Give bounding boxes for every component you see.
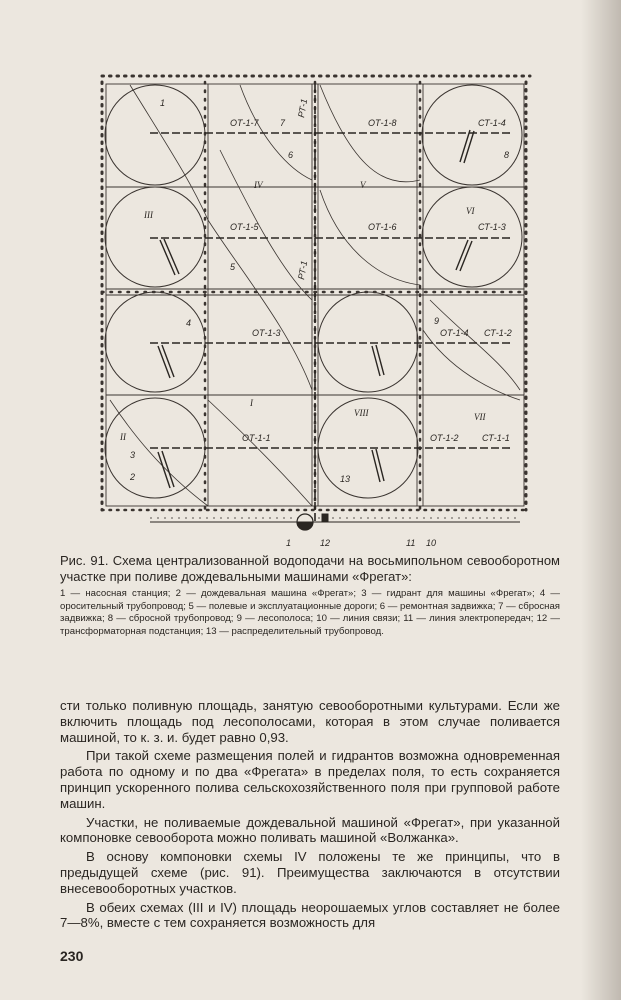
- num-12: 12: [320, 538, 331, 548]
- num-8: 8: [504, 150, 510, 160]
- power-line: [150, 514, 520, 530]
- legend-numbers: [129, 98, 509, 548]
- paragraph-2: При такой схеме размещения полей и гидрантов возможна одновременная работа по одному и по два «Фрегата» в пределах поля, то есть сохраняется принцип ускоренного полива сельскохозяйственного поля при групповой работе машин.: [60, 748, 560, 811]
- num-4: 4: [186, 318, 192, 328]
- label-ot-1-5: ОТ-1-5: [230, 222, 259, 232]
- field-iv: IV: [254, 180, 263, 190]
- paragraph-1: сти только поливную площадь, занятую севооборотными культурами. Если же включить площадь под лесополосами, которая в этом случае поливается машиной, то к. з. и. будет равно 0,93.: [60, 698, 560, 745]
- label-ot-1-3: ОТ-1-3: [252, 328, 281, 338]
- label-ot-1-6: ОТ-1-6: [368, 222, 397, 232]
- num-9: 9: [434, 316, 440, 326]
- field-numbers: [119, 180, 486, 442]
- label-st-1-1: СТ-1-1: [482, 433, 510, 443]
- pipeline-labels: [230, 98, 512, 443]
- num-6: 6: [288, 150, 294, 160]
- num-11: 11: [406, 538, 416, 548]
- num-1-bottom: 1: [286, 538, 292, 548]
- field-iii: III: [144, 210, 153, 220]
- label-rt-1-top: РТ-1: [296, 97, 310, 119]
- page-number: 230: [60, 948, 84, 964]
- num-5: 5: [230, 262, 236, 272]
- label-st-1-3: СТ-1-3: [478, 222, 506, 232]
- label-ot-1-8: ОТ-1-8: [368, 118, 397, 128]
- figure-caption: [60, 553, 560, 638]
- field-viii: VIII: [354, 408, 369, 418]
- page-edge-shadow: [581, 0, 621, 1000]
- label-ot-1-1: ОТ-1-1: [242, 433, 271, 443]
- label-rt-1-mid: РТ-1: [296, 259, 310, 281]
- num-7: 7: [280, 118, 286, 128]
- num-10: 10: [426, 538, 437, 548]
- field-vii: VII: [474, 412, 486, 422]
- num-1: 1: [160, 98, 166, 108]
- paragraph-4: В основу компоновки схемы IV положены те же принципы, что в предыдущей схеме (рис. 91). Преимущества заключаются в отсутствии внесевооборотных участков.: [60, 849, 560, 896]
- caption-legend: 1 — насосная станция; 2 — дождевальная машина «Фрегат»; 3 — гидрант для машины «Фрегат»; 4 — оросительный трубопровод; 5 — полевые и эксплуатационные дороги; 6 — ремонтная задвижка; 7 — сбросная задвижка; 8 — сбросной трубопровод; 9 — лесополоса; 10 — линия связи; 11 — линия электропередач; 12 — трансформаторная подстанция; 13 — распределительный трубопровод.: [60, 588, 560, 637]
- label-st-1-2: СТ-1-2: [484, 328, 512, 338]
- label-st-1-4: СТ-1-4: [478, 118, 506, 128]
- irrigation-scheme-diagram: [90, 70, 540, 550]
- num-3: 3: [130, 450, 136, 460]
- num-13: 13: [340, 474, 351, 484]
- label-ot-1-7: ОТ-1-7: [230, 118, 259, 128]
- field-ii: II: [120, 432, 126, 442]
- label-ot-1-2: ОТ-1-2: [430, 433, 459, 443]
- num-2: 2: [130, 472, 136, 482]
- paragraph-3: Участки, не поливаемые дождевальной машиной «Фрегат», при указанной компоновке севооборота можно поливать машиной «Волжанка».: [60, 814, 560, 846]
- field-v: V: [360, 180, 366, 190]
- field-vi: VI: [466, 206, 475, 216]
- field-i: I: [250, 398, 253, 408]
- body-text: [60, 698, 560, 931]
- label-ot-1-4: ОТ-1-4: [440, 328, 469, 338]
- paragraph-5: В обеих схемах (III и IV) площадь неорошаемых углов составляет не более 7—8%, вместе с тем сохраняется возможность для: [60, 899, 560, 931]
- figure-91: [90, 70, 540, 550]
- caption-title: Рис. 91. Схема централизованной водоподачи на восьмипольном севооборотном участке при поливе дождевальными машинами «Фрегат»:: [60, 553, 560, 584]
